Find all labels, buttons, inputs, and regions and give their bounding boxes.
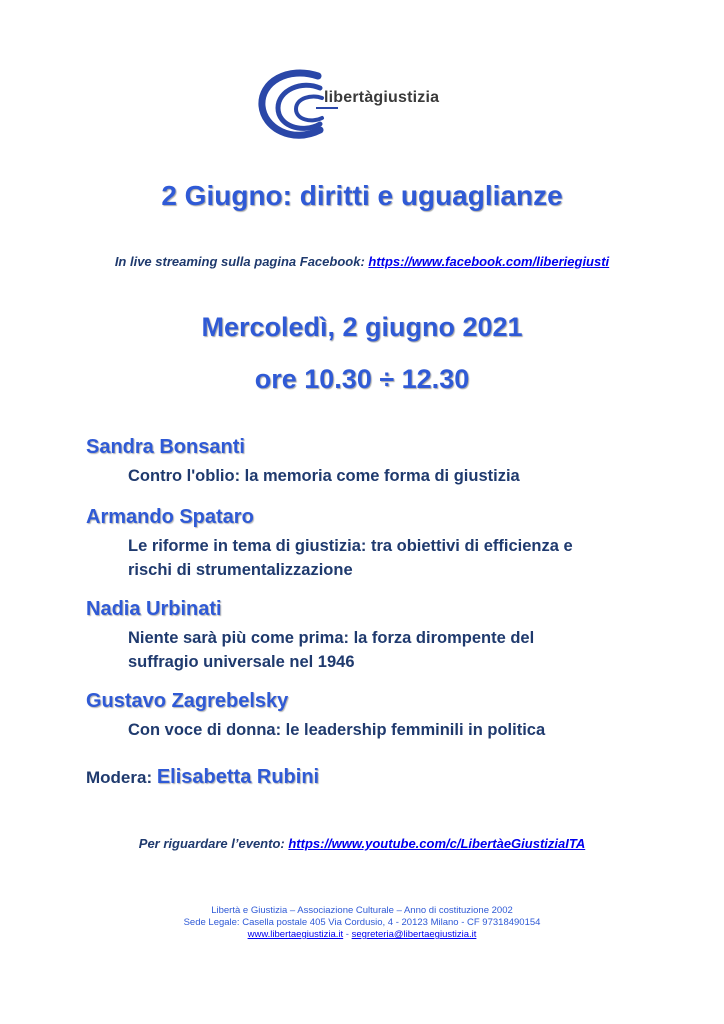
speaker-name: Gustavo Zagrebelsky — [86, 690, 289, 712]
event-time: ore 10.30 ÷ 12.30 — [254, 364, 470, 394]
speaker-name: Armando Spataro — [86, 506, 254, 528]
event-date: Mercoledì, 2 giugno 2021 — [201, 312, 523, 342]
speaker-topic — [128, 718, 648, 742]
footer-line: Libertà e Giustizia – Associazione Culturale – Anno di costituzione 2002 — [211, 905, 513, 916]
topic-line: Contro l'oblio: la memoria come forma di giustizia — [128, 467, 520, 485]
footer — [0, 905, 724, 941]
moderator-label: Modera: — [86, 768, 157, 787]
facebook-link[interactable]: https://www.facebook.com/liberiegiusti — [368, 254, 610, 269]
footer-line: Sede Legale: Casella postale 405 Via Cordusio, 4 - 20123 Milano - CF 97318490154 — [183, 917, 541, 928]
event-title: 2 Giugno: diritti e uguaglianze — [161, 180, 563, 211]
footer-separator: - — [343, 929, 352, 940]
logo — [258, 68, 478, 148]
topic-line: Niente sarà più come prima: la forza dirompente del — [128, 629, 535, 647]
topic-line: rischi di strumentalizzazione — [128, 561, 353, 579]
topic-line: Con voce di donna: le leadership femminili in politica — [128, 721, 546, 739]
website-link[interactable]: www.libertaegiustizia.it — [247, 929, 344, 940]
speaker-topic — [128, 626, 648, 674]
streaming-label: In live streaming sulla pagina Facebook: — [114, 254, 369, 269]
moderator-name: Elisabetta Rubini — [156, 766, 320, 788]
speaker-topic — [128, 464, 648, 488]
footer-contacts — [0, 929, 724, 941]
speaker-topic — [128, 534, 648, 582]
topic-line: suffragio universale nel 1946 — [128, 653, 355, 671]
moderator — [86, 766, 319, 789]
topic-line: Le riforme in tema di giustizia: tra obiettivi di efficienza e — [128, 537, 573, 555]
cg-swoosh-icon — [258, 68, 338, 148]
speaker-name: Nadia Urbinati — [86, 598, 222, 620]
youtube-link[interactable]: https://www.youtube.com/c/LibertàeGiustiziaITA — [288, 836, 586, 851]
rewatch-label: Per riguardare l’evento: — [138, 836, 289, 851]
logo-text: libertàgiustizia — [324, 89, 440, 106]
speaker-name: Sandra Bonsanti — [86, 436, 245, 458]
email-link[interactable]: segreteria@libertaegiustizia.it — [351, 929, 477, 940]
streaming-notice — [0, 254, 724, 269]
rewatch-notice — [0, 836, 724, 851]
